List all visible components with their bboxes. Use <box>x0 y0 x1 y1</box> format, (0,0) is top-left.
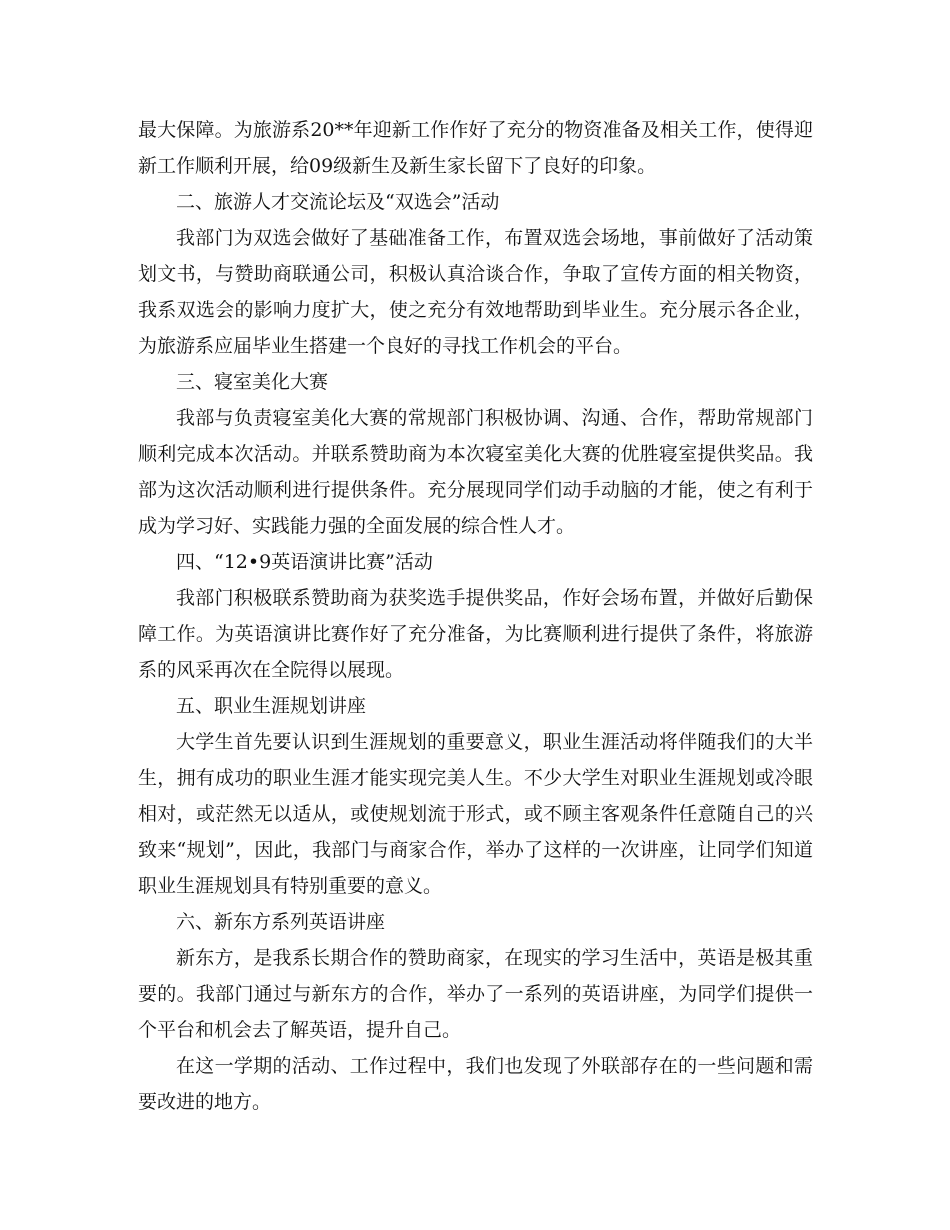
section-heading-3: 三、寝室美化大赛 <box>176 371 329 393</box>
paragraph-continuation: 最大保障。为旅游系20**年迎新工作作好了充分的物资准备及相关工作，使得迎新工作顺利开展，给09级新生及新生家长留下了良好的印象。 <box>138 119 813 177</box>
section-heading-6: 六、新东方系列英语讲座 <box>176 911 386 933</box>
section-heading-2: 二、旅游人才交流论坛及“双选会”活动 <box>176 191 500 213</box>
paragraph: 我部与负责寝室美化大赛的常规部门积极协调、沟通、合作，帮助常规部门顺利完成本次活动。并联系赞助商为本次寝室美化大赛的优胜寝室提供奖品。我部为这次活动顺利进行提供条件。充分展现同学们动手动脑的才能，使之有利于成为学习好、实践能力强的全面发展的综合性人才。 <box>138 407 813 537</box>
paragraph: 在这一学期的活动、工作过程中，我们也发现了外联部存在的一些问题和需要改进的地方。 <box>138 1055 813 1113</box>
paragraph: 大学生首先要认识到生涯规划的重要意义，职业生涯活动将伴随我们的大半生，拥有成功的职业生涯才能实现完美人生。不少大学生对职业生涯规划或冷眼相对，或茫然无以适从，或使规划流于形式，或不顾主客观条件任意随自己的兴致来“规划”，因此，我部门与商家合作，举办了这样的一次讲座，让同学们知道职业生涯规划具有特别重要的意义。 <box>138 731 813 897</box>
paragraph: 新东方，是我系长期合作的赞助商家，在现实的学习生活中，英语是极其重要的。我部门通过与新东方的合作，举办了一系列的英语讲座，为同学们提供一个平台和机会去了解英语，提升自己。 <box>138 947 813 1041</box>
paragraph: 我部门积极联系赞助商为获奖选手提供奖品，作好会场布置，并做好后勤保障工作。为英语演讲比赛作好了充分准备，为比赛顺利进行提供了条件，将旅游系的风采再次在全院得以展现。 <box>138 587 813 681</box>
document-body <box>138 112 813 1120</box>
paragraph: 我部门为双选会做好了基础准备工作，布置双选会场地，事前做好了活动策划文书，与赞助商联通公司，积极认真洽谈合作，争取了宣传方面的相关物资，我系双选会的影响力度扩大，使之充分有效地帮助到毕业生。充分展示各企业，为旅游系应届毕业生搭建一个良好的寻找工作机会的平台。 <box>138 227 813 357</box>
section-heading-4: 四、“12•9英语演讲比赛”活动 <box>176 551 433 573</box>
section-heading-5: 五、职业生涯规划讲座 <box>176 695 367 717</box>
